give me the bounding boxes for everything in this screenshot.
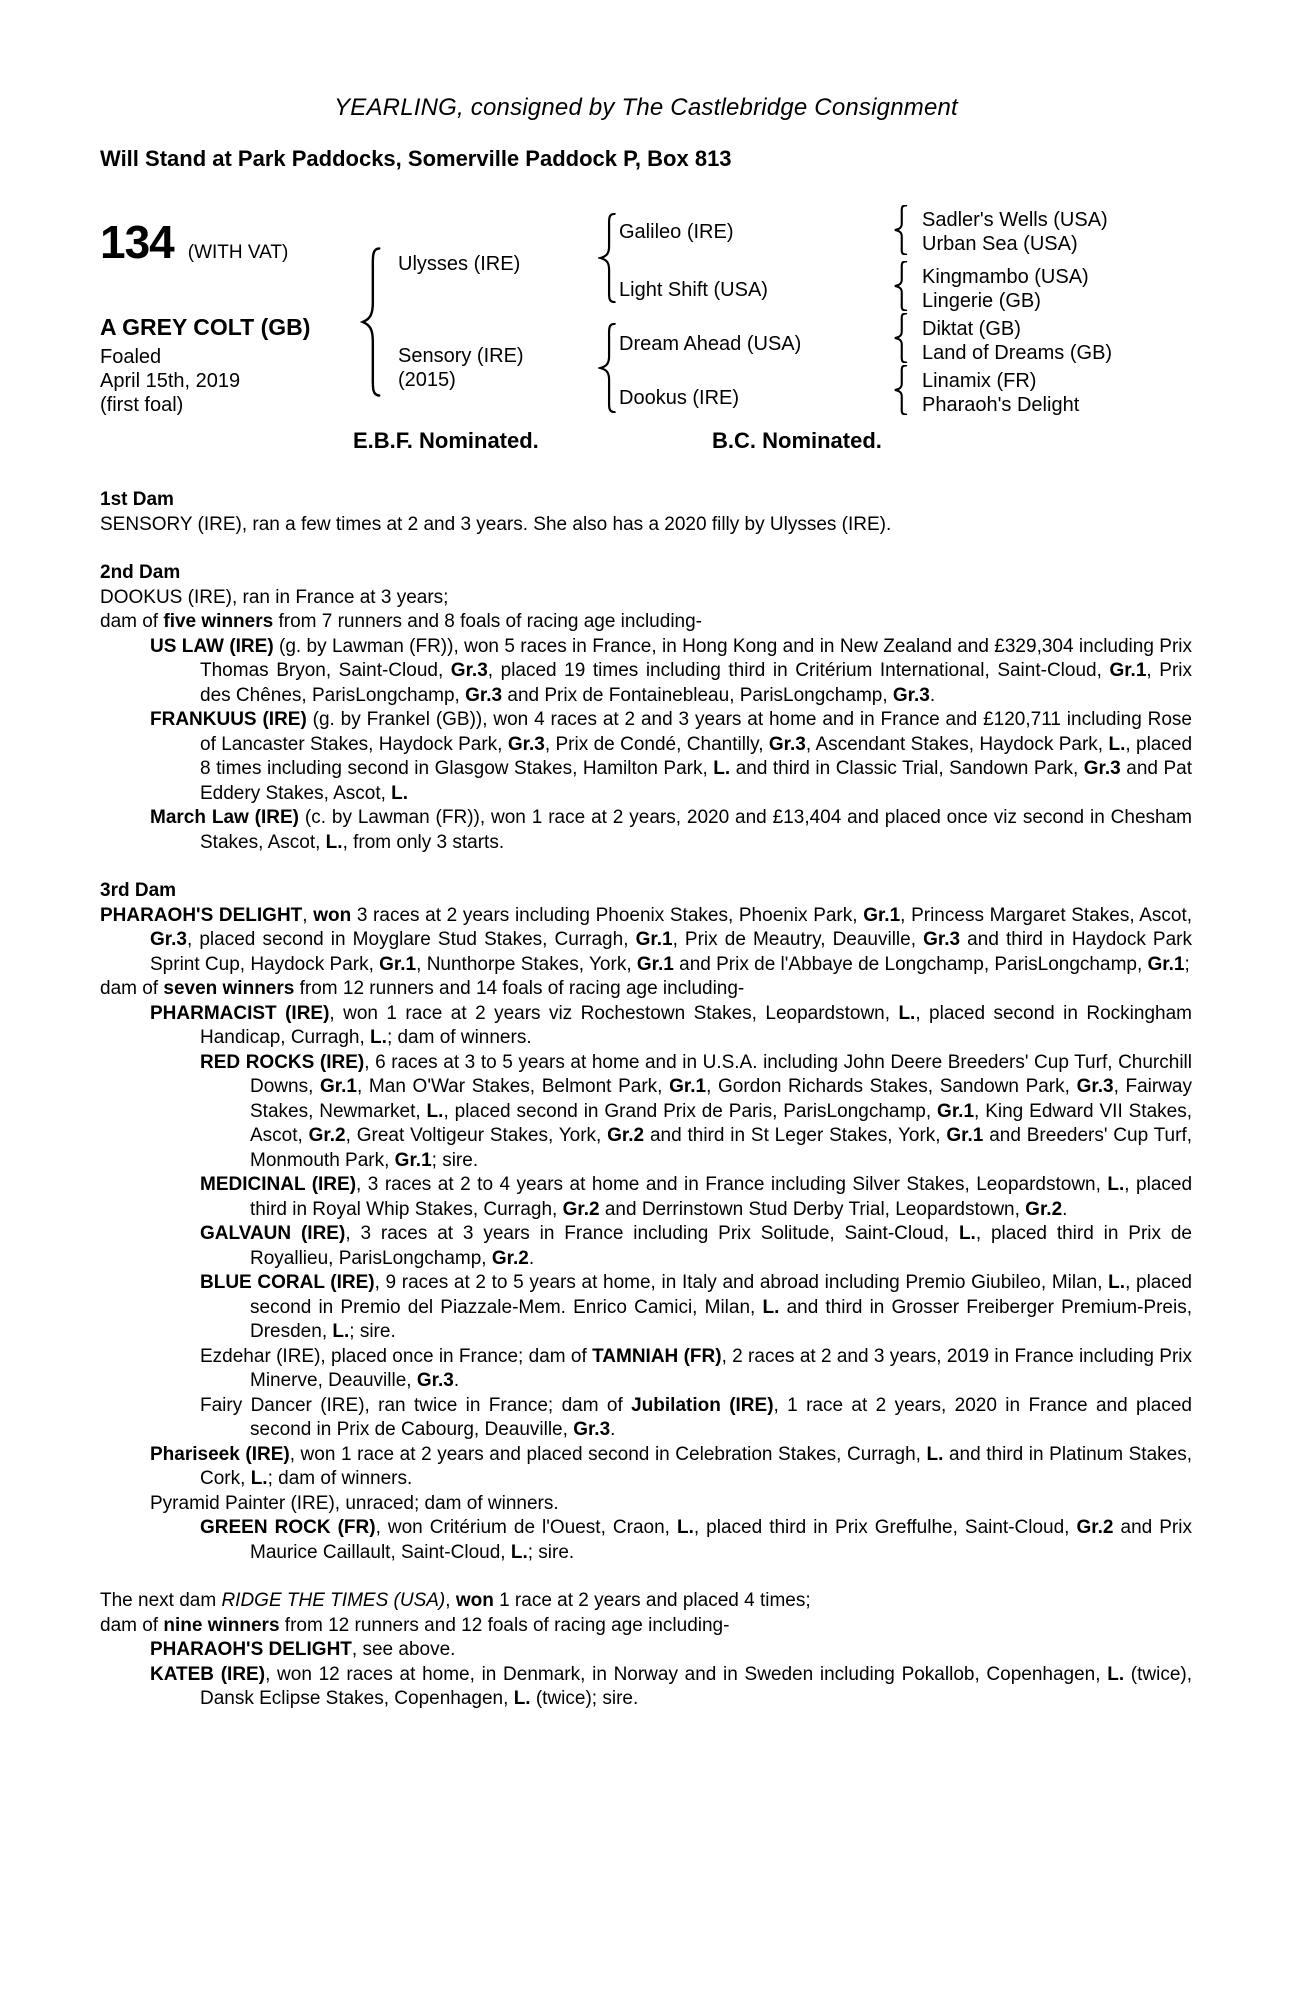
horse-entry-galvaun: [100, 1222, 1192, 1271]
pedigree-brace-sire: [598, 213, 617, 303]
horse-entry-us-law: [100, 635, 1192, 709]
plain-text: and Prix de Fontainebleau, ParisLongchamp,: [502, 684, 893, 706]
emphasis-text: L.: [510, 1541, 528, 1563]
dam-section: [100, 879, 1192, 1565]
horse-entry-frankuus: [100, 708, 1192, 806]
emphasis-text: BLUE CORAL (IRE): [200, 1272, 375, 1293]
plain-text: DOOKUS (IRE), ran in France at 3 years;: [100, 586, 449, 608]
sire-name: Ulysses (IRE): [398, 253, 521, 275]
emphasis-text: L.: [1107, 1663, 1125, 1685]
emphasis-text: Gr.3: [416, 1370, 454, 1391]
emphasis-text: Gr.2: [308, 1125, 346, 1146]
emphasis-text: Gr.1: [379, 953, 417, 975]
emphasis-text: Gr.1: [946, 1125, 984, 1146]
emphasis-text: PHARAOH'S DELIGHT: [150, 1639, 352, 1660]
plain-text: .: [453, 1370, 460, 1391]
emphasis-text: L.: [250, 1468, 268, 1489]
ebf-nominated: E.B.F. Nominated.: [353, 428, 539, 453]
plain-text: from 7 runners and 8 foals of racing age including-: [273, 611, 703, 632]
dam-year: (2015): [398, 369, 456, 391]
plain-text: , placed 19 times including third in Critérium International, Saint-Cloud,: [487, 660, 1110, 681]
plain-text: , won Critérium de l'Ouest, Craon,: [375, 1517, 677, 1538]
emphasis-text: Gr.3: [573, 1419, 611, 1440]
plain-text: , 3 races at 2 to 4 years at home and in France including Silver Stakes, Leopardstown,: [356, 1174, 1108, 1195]
dam-section: [100, 488, 1192, 537]
plain-text: and Prix de l'Abbaye de Longchamp, ParisLongchamp,: [673, 953, 1148, 975]
plain-text: and Pat Eddery Stakes, Ascot,: [200, 758, 1192, 804]
emphasis-text: Gr.1: [320, 1076, 357, 1097]
emphasis-text: L.: [1108, 1272, 1126, 1293]
plain-text: , King Edward VII Stakes, Ascot,: [250, 1100, 1192, 1146]
plain-text: .: [1062, 1198, 1068, 1220]
pedigree-tree: [100, 205, 1192, 425]
plain-text: , Man O'War Stakes, Belmont Park,: [357, 1076, 670, 1097]
horse-entry-kateb: [100, 1663, 1192, 1712]
emphasis-text: L.: [370, 1027, 387, 1048]
plain-text: , 3 races at 3 years in France including Prix Solitude, Saint-Cloud,: [345, 1223, 959, 1244]
plain-text: (twice); sire.: [530, 1688, 639, 1709]
plain-text: ; dam of winners.: [267, 1468, 413, 1489]
emphasis-text: L.: [513, 1688, 531, 1709]
pedigree-brace-gg3: [893, 313, 908, 363]
plain-text: , 1 race at 2 years, 2020 in France and placed second in Prix de Cabourg, Deauville,: [250, 1394, 1193, 1440]
plain-text: and Prix Maurice Caillault, Saint-Cloud,: [250, 1517, 1192, 1563]
plain-text: Fairy Dancer (IRE), ran twice in France; dam of: [200, 1394, 632, 1416]
pedigree-brace-dam: [598, 323, 617, 413]
emphasis-text: Gr.2: [1076, 1517, 1114, 1538]
dookus-produce-summary: [100, 610, 1192, 635]
plain-text: , Prix de Meautry, Deauville,: [672, 929, 924, 950]
plain-text: (g. by Frankel (GB)), won 4 races at 2 and 3 years at home and in France and £120,711 including Rose of Lancaster Stakes, Haydock Park,: [200, 709, 1192, 755]
ridge-produce-summary: [100, 1614, 1192, 1639]
plain-text: and third in Platinum Stakes, Cork,: [200, 1443, 1193, 1489]
horse-entry-blue-coral: [100, 1271, 1192, 1345]
emphasis-text: Gr.1: [394, 1149, 432, 1171]
emphasis-text: seven winners: [163, 978, 295, 999]
emphasis-text: Gr.1: [635, 929, 673, 950]
emphasis-text: L.: [426, 1100, 444, 1122]
pedigree-brace-gg1: [893, 205, 908, 255]
emphasis-text: TAMNIAH (FR): [592, 1345, 722, 1367]
gg-sire-sire-dam: Urban Sea (USA): [922, 233, 1078, 255]
emphasis-text: L.: [676, 1517, 694, 1538]
emphasis-text: GALVAUN (IRE): [200, 1223, 346, 1244]
sire-dam-name: Light Shift (USA): [619, 279, 768, 301]
dam-sire-name: Dream Ahead (USA): [619, 333, 802, 355]
plain-text: ; dam of winners.: [386, 1027, 532, 1048]
plain-text: , Nunthorpe Stakes, York,: [416, 953, 637, 975]
plain-text: ,: [302, 904, 314, 926]
plain-text: , won 1 race at 2 years viz Rochestown Stakes, Leopardstown,: [329, 1002, 899, 1024]
vat-note: (WITH VAT): [187, 242, 289, 263]
foaled-date: April 15th, 2019: [100, 370, 241, 392]
plain-text: , 9 races at 2 to 5 years at home, in Italy and abroad including Premio Giubileo, Milan,: [374, 1272, 1109, 1293]
section-heading: 1st Dam: [100, 489, 174, 510]
plain-text: , Fairway Stakes, Newmarket,: [250, 1076, 1193, 1122]
dam-name: Sensory (IRE): [398, 345, 524, 367]
emphasis-text: Gr.1: [1147, 953, 1185, 975]
plain-text: (c. by Lawman (FR)), won 1 race at 2 years, 2020 and £13,404 and placed once viz second in Chesham Stakes, Ascot,: [200, 807, 1192, 853]
gg-dam-sire-dam: Land of Dreams (GB): [922, 342, 1113, 364]
horse-entry-fairy-dancer: [100, 1394, 1192, 1443]
dam-dam-name: Dookus (IRE): [619, 387, 740, 409]
emphasis-text: won: [455, 1590, 494, 1611]
plain-text: , 6 races at 3 to 5 years at home and in U.S.A. including John Deere Breeders' Cup Turf, Churchill Downs,: [250, 1051, 1192, 1097]
emphasis-text: Gr.3: [1076, 1076, 1114, 1097]
emphasis-text: US LAW (IRE): [150, 635, 274, 657]
pedigree-brace-gg2: [893, 261, 908, 311]
emphasis-text: Gr.2: [607, 1125, 645, 1146]
emphasis-text: PHARMACIST (IRE): [150, 1002, 330, 1024]
emphasis-text: Jubilation (IRE): [631, 1394, 774, 1416]
emphasis-text: L.: [391, 782, 409, 804]
horse-entry-green-rock: [100, 1516, 1192, 1565]
plain-text: , placed third in Royal Whip Stakes, Curragh,: [250, 1174, 1193, 1220]
pedigree-brace-colt: [360, 247, 382, 397]
horse-entry-phariseek: [100, 1443, 1192, 1492]
plain-text: .: [610, 1419, 616, 1440]
plain-text: The next dam: [100, 1590, 222, 1611]
next-dam-entry: [100, 1589, 1192, 1614]
emphasis-text: Gr.1: [863, 904, 901, 926]
dookus-entry: [100, 586, 1192, 611]
emphasis-text: L.: [1107, 1174, 1125, 1195]
emphasis-text: L.: [325, 831, 343, 853]
plain-text: ,: [445, 1590, 456, 1611]
plain-text: and Breeders' Cup Turf, Monmouth Park,: [250, 1125, 1193, 1171]
plain-text: , from only 3 starts.: [342, 831, 505, 853]
emphasis-text: Gr.3: [465, 684, 503, 706]
emphasis-text: won: [313, 904, 352, 926]
plain-text: , won 12 races at home, in Denmark, in Norway and in Sweden including Pokallob, Copenhagen,: [265, 1663, 1108, 1685]
plain-text: , placed second in Premio del Piazzale-Mem. Enrico Camici, Milan,: [250, 1272, 1192, 1318]
section-heading: 3rd Dam: [100, 880, 177, 901]
plain-text: ; sire.: [431, 1149, 479, 1171]
plain-text: , see above.: [351, 1639, 456, 1660]
plain-text: , Prix des Chênes, ParisLongchamp,: [200, 660, 1192, 706]
emphasis-text: Gr.3: [507, 733, 545, 755]
plain-text: (twice), Dansk Eclipse Stakes, Copenhagen,: [200, 1663, 1193, 1709]
emphasis-text: L.: [332, 1321, 350, 1342]
emphasis-text: nine winners: [163, 1614, 280, 1636]
foaled-label: Foaled: [100, 346, 162, 368]
emphasis-text: MEDICINAL (IRE): [200, 1174, 357, 1195]
emphasis-text: L.: [958, 1223, 976, 1244]
pedigree-brace-gg4: [893, 365, 908, 415]
plain-text: dam of: [100, 978, 164, 999]
plain-text: ; sire.: [527, 1541, 575, 1563]
horse-entry-march-law: [100, 806, 1192, 855]
emphasis-text: Gr.3: [1083, 758, 1121, 779]
plain-text: , 2 races at 2 and 3 years, 2019 in France including Prix Minerve, Deauville,: [250, 1345, 1192, 1391]
section-heading: 2nd Dam: [100, 562, 181, 583]
nominations-line: [100, 428, 1192, 458]
plain-text: , placed second in Rockingham Handicap, Curragh,: [200, 1002, 1192, 1048]
plain-text: Ezdehar (IRE), placed once in France; dam of: [200, 1345, 593, 1367]
emphasis-text: KATEB (IRE): [150, 1663, 266, 1685]
page-title: YEARLING, consigned by The Castlebridge Consignment: [334, 94, 958, 121]
emphasis-text: Gr.1: [636, 953, 674, 975]
plain-text: and Derrinstown Stud Derby Trial, Leopardstown,: [599, 1198, 1026, 1220]
emphasis-text: five winners: [163, 611, 274, 632]
emphasis-text: Gr.1: [669, 1076, 707, 1097]
plain-text: , Gordon Richards Stakes, Sandown Park,: [706, 1076, 1077, 1097]
plain-text: , won 1 race at 2 years and placed second in Celebration Stakes, Curragh,: [289, 1443, 927, 1465]
plain-text: .: [929, 684, 936, 706]
gg-dam-dam-dam: Pharaoh's Delight: [922, 394, 1080, 416]
plain-text: and third in Haydock Park Sprint Cup, Haydock Park,: [150, 929, 1192, 975]
dam-section: [100, 1589, 1192, 1712]
emphasis-text: Gr.3: [450, 660, 488, 681]
emphasis-text: PHARAOH'S DELIGHT: [100, 904, 303, 926]
emphasis-text: Gr.2: [491, 1247, 529, 1269]
plain-text: 3 races at 2 years including Phoenix Stakes, Phoenix Park,: [351, 904, 864, 926]
plain-text: ;: [1184, 953, 1190, 975]
plain-text: , Ascendant Stakes, Haydock Park,: [805, 733, 1109, 755]
horse-entry-pharaohs-delight: [100, 904, 1192, 978]
emphasis-text: Gr.2: [562, 1198, 600, 1220]
plain-text: and third in Classic Trial, Sandown Park,: [730, 758, 1084, 779]
pedigree-text-body: [100, 488, 1192, 1712]
plain-text: from 12 runners and 12 foals of racing age including-: [279, 1614, 730, 1636]
emphasis-text: FRANKUUS (IRE): [150, 709, 307, 730]
gg-dam-dam-sire: Linamix (FR): [922, 370, 1037, 392]
emphasis-text: L.: [898, 1002, 916, 1024]
gg-sire-dam-sire: Kingmambo (USA): [922, 266, 1089, 288]
pharaohs-produce-summary: [100, 977, 1192, 1002]
plain-text: , placed second in Moyglare Stud Stakes, Curragh,: [186, 929, 636, 950]
foal-note: (first foal): [100, 394, 184, 416]
plain-text: dam of: [100, 1614, 164, 1636]
emphasis-text: RED ROCKS (IRE): [200, 1051, 365, 1073]
sire-sire-name: Galileo (IRE): [619, 221, 734, 243]
lot-number: 134: [100, 216, 174, 268]
plain-text: and third in Grosser Freiberger Premium-Preis, Dresden,: [250, 1296, 1192, 1342]
plain-text: dam of: [100, 611, 164, 632]
emphasis-text: Gr.3: [768, 733, 806, 755]
gg-sire-sire-sire: Sadler's Wells (USA): [922, 209, 1108, 231]
emphasis-text: GREEN ROCK (FR): [200, 1517, 376, 1538]
plain-text: .: [528, 1247, 535, 1269]
emphasis-text: March Law (IRE): [150, 807, 300, 828]
horse-entry-red-rocks: [100, 1051, 1192, 1174]
emphasis-text: L.: [762, 1296, 780, 1318]
plain-text: from 12 runners and 14 foals of racing age including-: [294, 978, 745, 999]
emphasis-text: Gr.3: [150, 929, 187, 950]
plain-text: , placed third in Prix de Royallieu, ParisLongchamp,: [250, 1223, 1192, 1269]
gg-dam-sire-sire: Diktat (GB): [922, 318, 1021, 340]
plain-text: SENSORY (IRE), ran a few times at 2 and 3 years. She also has a 2020 filly by Ulysses (IRE).: [100, 513, 892, 535]
emphasis-text: RIDGE THE TIMES (USA): [221, 1590, 446, 1611]
lot-header: [100, 217, 288, 268]
plain-text: ; sire.: [349, 1321, 396, 1342]
horse-entry-ezdehar: [100, 1345, 1192, 1394]
stand-location-line: Will Stand at Park Paddocks, Somerville Paddock P, Box 813: [100, 146, 732, 171]
plain-text: , Prix de Condé, Chantilly,: [544, 733, 769, 755]
horse-entry-medicinal: [100, 1173, 1192, 1222]
lot-name: A GREY COLT (GB): [100, 314, 311, 340]
plain-text: , Great Voltigeur Stakes, York,: [345, 1125, 608, 1146]
sensory-entry: [100, 513, 1192, 538]
plain-text: , placed second in Grand Prix de Paris, ParisLongchamp,: [443, 1100, 938, 1122]
horse-entry-pharaohs-delight-ref: [100, 1638, 1192, 1663]
emphasis-text: Gr.1: [1109, 660, 1147, 681]
gg-sire-dam-dam: Lingerie (GB): [922, 290, 1041, 312]
plain-text: , placed third in Prix Greffulhe, Saint-Cloud,: [693, 1517, 1077, 1538]
plain-text: , placed 8 times including second in Glasgow Stakes, Hamilton Park,: [200, 733, 1193, 779]
plain-text: (g. by Lawman (FR)), won 5 races in France, in Hong Kong and in New Zealand and £329,304 including Prix Thomas Bryon, Saint-Cloud,: [200, 635, 1192, 681]
emphasis-text: Gr.2: [1025, 1198, 1063, 1220]
plain-text: , Princess Margaret Stakes, Ascot,: [900, 904, 1193, 926]
emphasis-text: Phariseek (IRE): [150, 1443, 290, 1465]
plain-text: Pyramid Painter (IRE), unraced; dam of winners.: [150, 1492, 559, 1514]
plain-text: and third in St Leger Stakes, York,: [644, 1125, 947, 1146]
emphasis-text: Gr.1: [937, 1100, 975, 1122]
horse-entry-pyramid-painter: [100, 1492, 1192, 1517]
emphasis-text: L.: [713, 758, 731, 779]
emphasis-text: Gr.3: [923, 929, 961, 950]
dam-section: [100, 561, 1192, 855]
plain-text: 1 race at 2 years and placed 4 times;: [493, 1590, 811, 1611]
emphasis-text: Gr.3: [892, 684, 930, 706]
emphasis-text: L.: [926, 1443, 944, 1465]
horse-entry-pharmacist: [100, 1002, 1192, 1051]
emphasis-text: L.: [1108, 733, 1126, 755]
bc-nominated: B.C. Nominated.: [712, 428, 882, 453]
